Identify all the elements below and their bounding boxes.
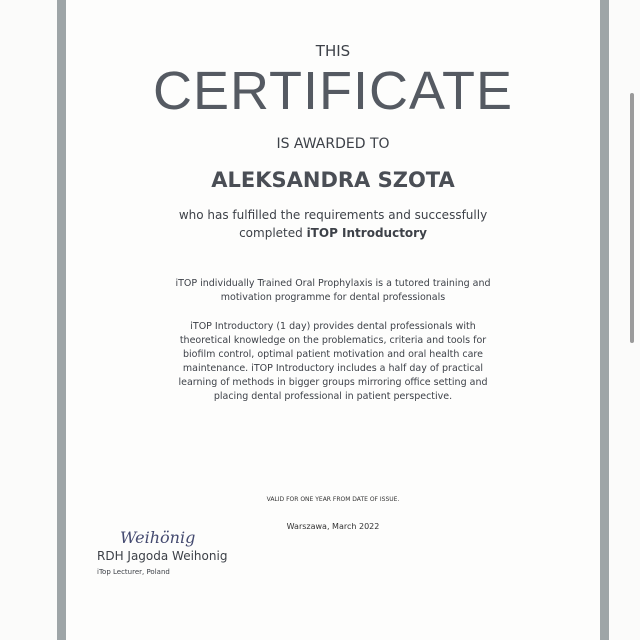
heading-small: THIS (315, 42, 351, 60)
description-paragraph-1: iTOP individually Trained Oral Prophylaxis is a tutored training and motivation programme for dental professionals (175, 278, 491, 303)
signature: Weihönig (120, 528, 196, 547)
validity-note: VALID FOR ONE YEAR FROM DATE OF ISSUE. (266, 496, 400, 503)
description-paragraph-2: iTOP Introductory (1 day) provides dental professionals with theoretical knowledge on the problematics, criteria and tools for biofilm control, optimal patient motivation and oral health care maintenance. iTOP Introductory includes a half day of practical learning of methods in bigger groups mirroring office setting and placing dental professional in patient perspective. (178, 321, 488, 402)
certificate-title: CERTIFICATE (152, 61, 514, 121)
scrollbar[interactable] (630, 93, 634, 343)
place-date: Warszawa, March 2022 (286, 522, 380, 531)
awarded-to: IS AWARDED TO (276, 136, 390, 152)
fulfilled-line2: completed (239, 226, 307, 240)
fulfilled-line1: who has fulfilled the requirements and successfully (178, 208, 488, 222)
recipient-name: ALEKSANDRA SZOTA (211, 168, 455, 192)
signer-role: iTop Lecturer, Poland (97, 568, 170, 576)
fulfilled-text (66, 206, 600, 242)
right-border (600, 0, 609, 640)
left-border (57, 0, 66, 640)
signer-name: RDH Jagoda Weihonig (97, 549, 228, 563)
course-name: iTOP Introductory (306, 226, 427, 240)
